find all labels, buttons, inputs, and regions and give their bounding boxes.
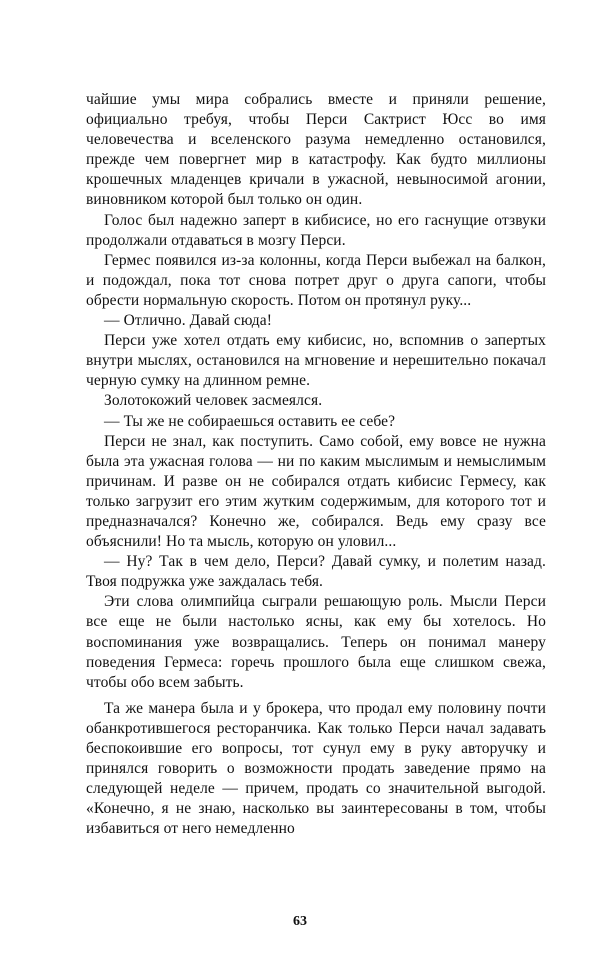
- paragraph: Гермес появился из-за колонны, когда Перси выбежал на балкон, и подождал, пока тот снова потрет друг о друга сапоги, чтобы обрести нормальную скорость. Потом он протянул руку...: [86, 251, 546, 309]
- page-body: [86, 90, 546, 839]
- dialogue-line: — Ты же не собираешься оставить ее себе?: [104, 412, 396, 430]
- paragraph: Та же манера была и у брокера, что продал ему половину почти обанкротившегося ресторанчика. Как только Перси начал задавать беспокоившие его вопросы, тот сунул ему в руку авторучку и принялся говорить о возможности продать заведение прямо на следующей неделе — причем, продать со значительной выгодой. «Конечно, я не знаю, насколько вы заинтересованы в том, чтобы избавиться от него немедленно: [86, 699, 546, 838]
- dialogue-line: — Отлично. Давай сюда!: [104, 312, 272, 330]
- paragraph: Перси не знал, как поступить. Само собой, ему вовсе не нужна была эта ужасная голова — ни по каким мыслимым и немыслимым причинам. И разве он не собирался отдать кибисис Гермесу, как только загрузит его этим жутким содержимым, для которого тот и предназначался? Конечно же, собирался. Ведь ему сразу все объяснили! Но та мысль, которую он уловил...: [86, 432, 546, 551]
- page-number: 63: [293, 914, 307, 929]
- dialogue-line: — Ну? Так в чем дело, Перси? Давай сумку, и полетим назад. Твоя подружка уже заждалась тебя.: [86, 553, 546, 591]
- paragraph: Перси уже хотел отдать ему кибисис, но, вспомнив о запертых внутри мыслях, остановился на мгновение и нерешительно покачал черную сумку на длинном ремне.: [86, 332, 546, 390]
- paragraph: Голос был надежно заперт в кибисисе, но его гаснущие отзвуки продолжали отдаваться в мозгу Перси.: [86, 211, 546, 249]
- paragraph: Эти слова олимпийца сыграли решающую роль. Мысли Перси все еще не были настолько ясны, как ему бы хотелось. Но воспоминания уже возвращались. Теперь он понимал манеру поведения Гермеса: горечь прошлого была еще слишком свежа, чтобы обо всем забыть.: [86, 593, 546, 691]
- paragraph-continued: чайшие умы мира собрались вместе и приняли решение, официально требуя, чтобы Перси Сактрист Юсс во имя человечества и вселенского разума немедленно остановился, прежде чем повергнет мир в катастрофу. Как будто миллионы крошечных младенцев кричали в ужасной, невыносимой агонии, виновником которой был только он один.: [86, 91, 546, 209]
- paragraph: Золотокожий человек засмеялся.: [104, 392, 323, 410]
